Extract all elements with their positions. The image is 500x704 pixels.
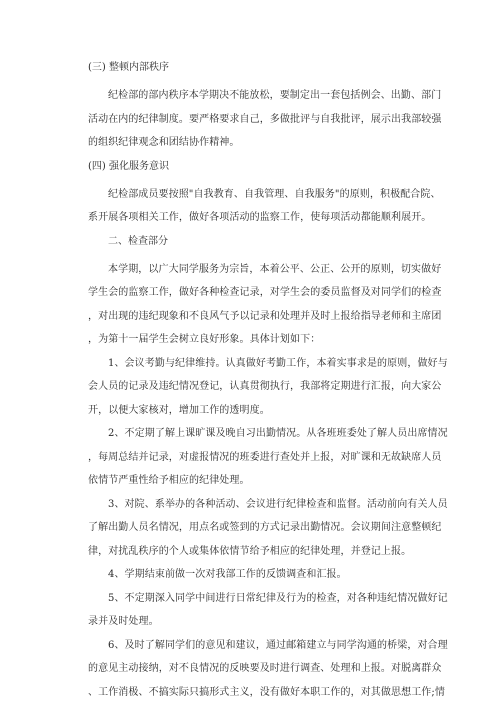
text-line: ，每周总结并记录，对虚报情况的班委进行查处并上报，对旷课和无故缺席人员 — [88, 446, 414, 470]
section-heading-internal-order: (三) 整顿内部秩序 — [88, 60, 414, 76]
text-line: 5、不定期深入同学中间进行日常纪律及行为的检查，对各种违纪情况做好记 — [88, 587, 414, 611]
paragraph-service-awareness — [88, 183, 414, 230]
text-line: 本学期，以广大同学服务为宗旨，本着公平、公正、公开的原则，切实做好 — [88, 258, 414, 282]
text-line: 开，以便大家核对，增加工作的透明度。 — [88, 399, 414, 423]
text-line: 的意见主动接纳，对不良情况的反映要及时进行调查、处理和上报。对脱离群众 — [88, 657, 414, 681]
text-line: 、工作消极、不搞实际只搞形式主义，没有做好本职工作的，对其做思想工作;情 — [88, 681, 414, 704]
text-line: 了解出勤人员名情况，用点名或签到的方式记录出勤情况。会议期间注意整顿纪 — [88, 516, 414, 540]
text-line: 系开展各项相关工作，做好各项活动的监察工作，使每项活动都能顺利展开。 — [88, 206, 414, 230]
text-line: 的组织纪律观念和团结协作精神。 — [88, 131, 414, 155]
text-line: 纪检部的部内秩序本学期决不能放松，要制定出一套包括例会、出勤、部门 — [88, 84, 414, 108]
text-line: 依情节严重性给予相应的纪律处理。 — [88, 469, 414, 493]
paragraph-internal-order — [88, 84, 414, 155]
list-item-feedback-survey — [88, 563, 414, 587]
text-line: 纪检部成员要按照"自我教育、自我管理、自我服务"的原则，积极配合院、 — [88, 183, 414, 207]
paragraph-inspection-intro — [88, 258, 414, 352]
text-line: ，对出现的违纪现象和不良风气予以记录和处理并及时上报给指导老师和主席团 — [88, 305, 414, 329]
text-line: 律，对扰乱秩序的个人或集体依情节给予相应的纪律处理，并登记上报。 — [88, 540, 414, 564]
document-body — [88, 60, 414, 704]
text-line: 学生会的监察工作，做好各种检查记录，对学生会的委员监督及对同学们的检查 — [88, 281, 414, 305]
list-item-student-opinions — [88, 634, 414, 704]
text-line: 2、不定期了解上课旷课及晚自习出勤情况。从各班班委处了解人员出席情况 — [88, 422, 414, 446]
text-line: 1、会议考勤与纪律维持。认真做好考勤工作，本着实事求是的原则，做好与 — [88, 352, 414, 376]
section-heading-inspection: 二、检查部分 — [88, 234, 414, 250]
text-line: 录并及时处理。 — [88, 610, 414, 634]
text-line: 活动在内的纪律制度。要严格要求自己，多做批评与自我批评，展示出我部较强 — [88, 108, 414, 132]
text-line: 6、及时了解同学们的意见和建议，通过邮箱建立与同学沟通的桥梁，对合理 — [88, 634, 414, 658]
list-item-event-supervision — [88, 493, 414, 564]
list-item-daily-inspection — [88, 587, 414, 634]
section-heading-service-awareness: (四) 强化服务意识 — [88, 159, 414, 175]
list-item-class-attendance — [88, 422, 414, 493]
text-line: 3、对院、系举办的各种活动、会议进行纪律检查和监督。活动前向有关人员 — [88, 493, 414, 517]
text-line: 4、学期结束前做一次对我部工作的反馈调查和汇报。 — [88, 563, 414, 587]
list-item-meeting-attendance — [88, 352, 414, 423]
text-line: 会人员的记录及违纪情况登记，认真贯彻执行，我部将定期进行汇报，向大家公 — [88, 375, 414, 399]
text-line: ，为第十一届学生会树立良好形象。具体计划如下： — [88, 328, 414, 352]
